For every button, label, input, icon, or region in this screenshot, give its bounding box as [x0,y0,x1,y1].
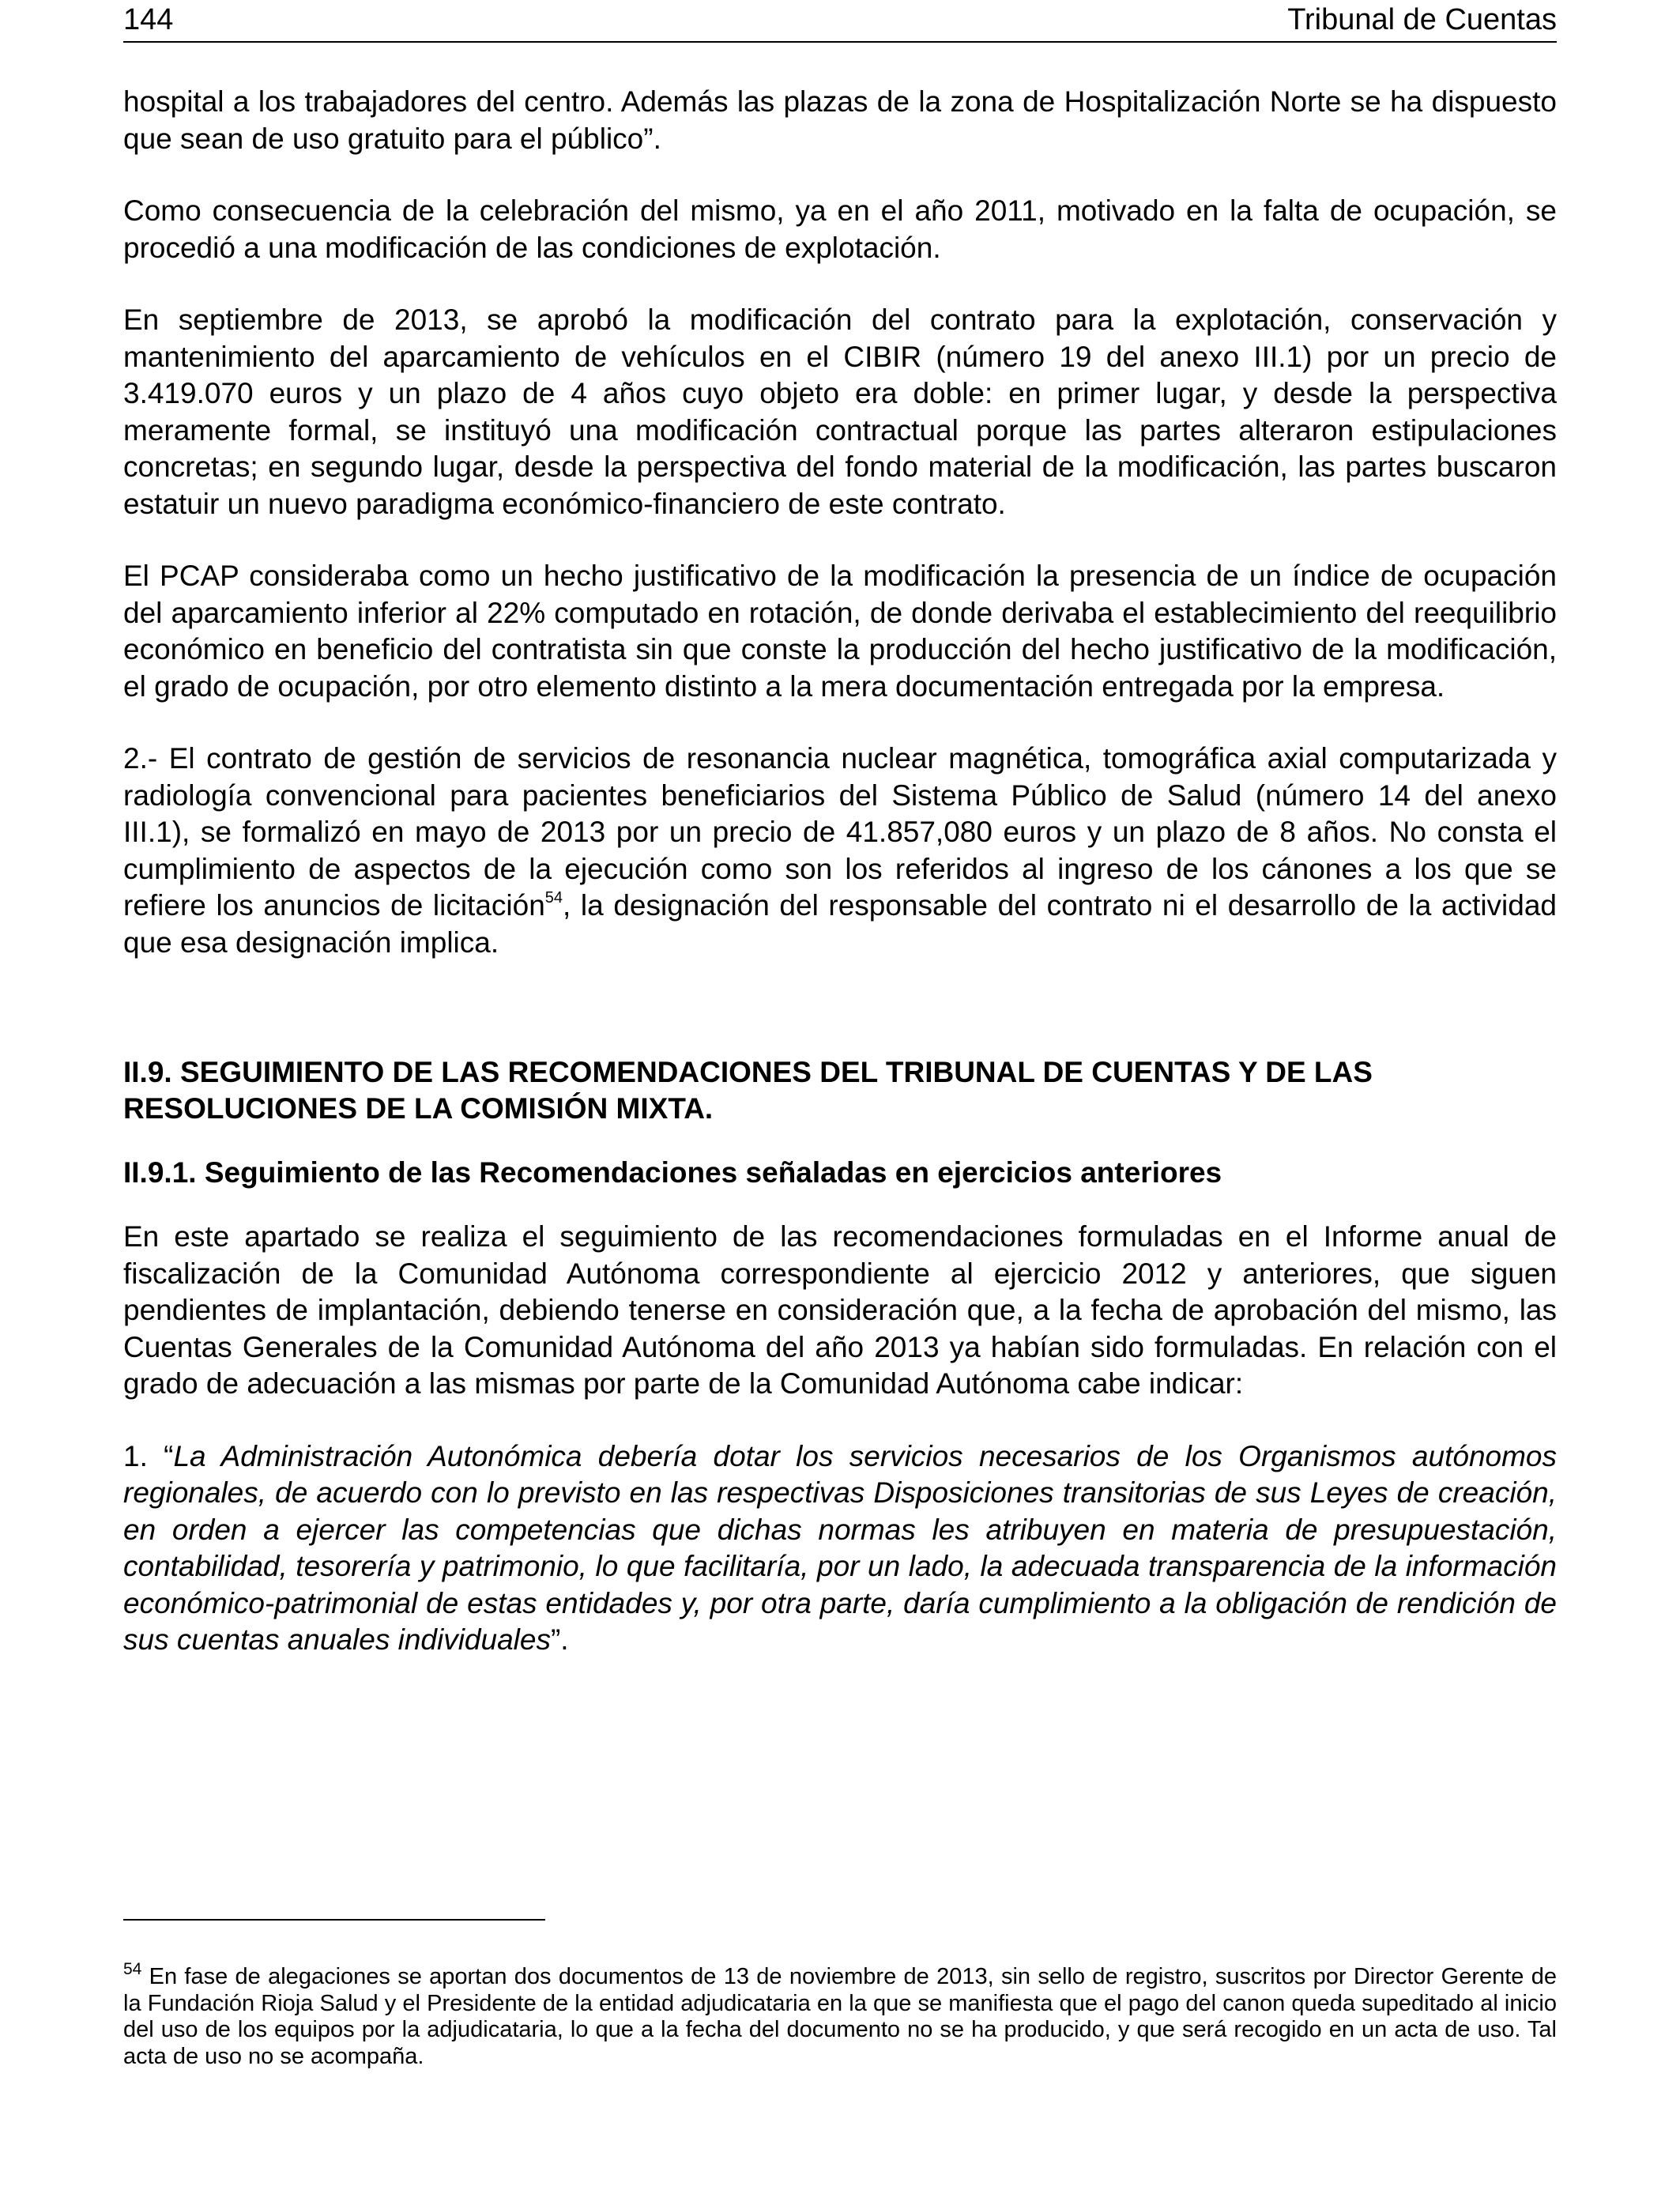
recommendation-quote: La Administración Autonómica debería dotar los servicios necesarios de los Organismos autónomos regionales, de acuerdo con lo previsto en las respectivas Disposiciones transitorias de sus Leyes de creación, en orden a ejercer las competencias que dichas normas les atribuyen en materia de presupuestación, contabilidad, tesorería y patrimonio, lo que facilitaría, por un lado, la adecuada transparencia de la información económico-patrimonial de estas entidades y, por otra parte, daría cumplimiento a la obligación de rendición de sus cuentas anuales individuales [123,1439,1557,1656]
footnote-text: En fase de alegaciones se aportan dos documentos de 13 de noviembre de 2013, sin sello de registro, suscritos por Director Gerente de la Fundación Rioja Salud y el Presidente de la entidad adjudicataria en la que se manifiesta que el pago del canon queda supeditado al inicio del uso de los equipos por la adjudicataria, lo que a la fecha del documento no se ha producido, y que será recogido en un acta de uso. Tal acta de uso no se acompaña. [123,1964,1557,2069]
paragraph-6: En este apartado se realiza el seguimiento de las recomendaciones formuladas en el Informe anual de fiscalización de la Comunidad Autónoma correspondiente al ejercicio 2012 y anteriores, que siguen pendientes de implantación, debiendo tenerse en consideración que, a la fecha de aprobación del mismo, las Cuentas Generales de la Comunidad Autónoma del año 2013 ya habían sido formuladas. En relación con el grado de adecuación a las mismas por parte de la Comunidad Autónoma cabe indicar: [123,1220,1557,1400]
recommendation-number: 1. “ [123,1439,174,1472]
recommendation-close: ”. [550,1623,569,1656]
section-heading: II.9. SEGUIMIENTO DE LAS RECOMENDACIONES DEL TRIBUNAL DE CUENTAS Y DE LAS RESOLUCIONES DE LA COMISIÓN MIXTA. [123,1056,1373,1125]
footnote-separator [123,1919,545,1921]
subsection-heading: II.9.1. Seguimiento de las Recomendaciones señaladas en ejercicios anteriores [123,1156,1222,1189]
section-spacer [123,961,1557,1054]
paragraph-5-text: 2.- El contrato de gestión de servicios de resonancia nuclear magnética, tomográfica axial computarizada y radiología convencional para pacientes beneficiarios del Sistema Público de Salud (número 14 del anexo III.1), se formalizó en mayo de 2013 por un precio de 41.857,080 euros y un plazo de 8 años. No consta el cumplimiento de aspectos de la ejecución como son los referidos al ingreso de los cánones a los que se refiere los anuncios de licitación [123,742,1557,922]
document-page [123,0,1557,2194]
footnote-reference[interactable]: 54 [544,889,563,907]
paragraph-1: hospital a los trabajadores del centro. Además las plazas de la zona de Hospitalización Norte se ha dispuesto que sean de uso gratuito para el público”. [123,85,1557,155]
footnote-number: 54 [123,1960,142,1978]
running-title: Tribunal de Cuentas [1287,3,1557,36]
paragraph-5-text-end: , la designación del responsable del contrato ni el desarrollo de la actividad que esa designación implica. [123,889,1558,959]
page-number: 144 [123,3,174,36]
paragraph-7 [123,1438,1557,1659]
paragraph-2: Como consecuencia de la celebración del mismo, ya en el año 2011, motivado en la falta de ocupación, se procedió a una modificación de las condiciones de explotación. [123,194,1557,264]
paragraph-4: El PCAP consideraba como un hecho justificativo de la modificación la presencia de un índice de ocupación del aparcamiento inferior al 22% computado en rotación, de donde derivaba el establecimiento del reequilibrio económico en beneficio del contratista sin que conste la producción del hecho justificativo de la modificación, el grado de ocupación, por otro elemento distinto a la mera documentación entregada por la empresa. [123,560,1557,703]
paragraph-5 [123,741,1557,961]
page-header [123,0,1557,43]
body-text [123,84,1557,1695]
footnote [123,1960,1557,2070]
paragraph-3: En septiembre de 2013, se aprobó la modificación del contrato para la explotación, conservación y mantenimiento del aparcamiento de vehículos en el CIBIR (número 19 del anexo III.1) por un precio de 3.419.070 euros y un plazo de 4 años cuyo objeto era doble: en primer lugar, y desde la perspectiva meramente formal, se instituyó una modificación contractual porque las partes alteraron estipulaciones concretas; en segundo lugar, desde la perspectiva del fondo material de la modificación, las partes buscaron estatuir un nuevo paradigma económico-financiero de este contrato. [123,303,1557,520]
